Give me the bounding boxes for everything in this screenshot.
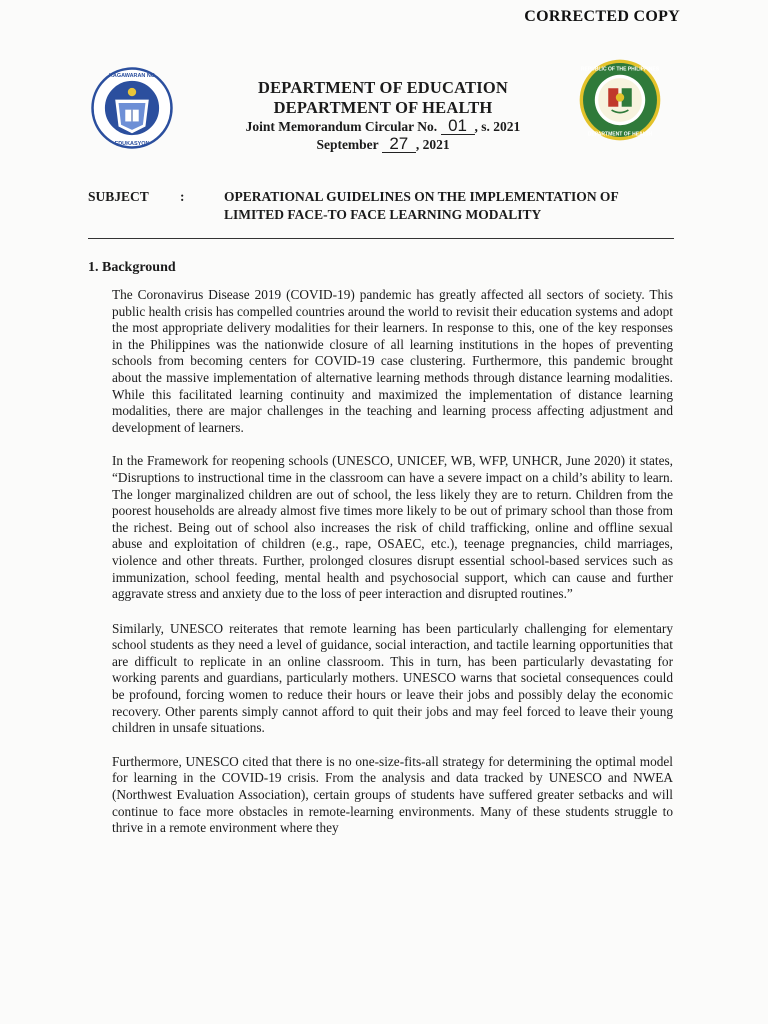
paragraph: Similarly, UNESCO reiterates that remote learning has been particularly challenging for elementary school students as they need a level of guidance, social interaction, and tactile learning opportunities that are difficult to replicate in an online classroom. This in turn, has been particularly devastating for working parents and guardians, particularly mothers. UNESCO warns that societal consequences could be profound, forcing women to reduce their hours or leave their jobs and possibly delay the economic recovery. Other parents simply cannot afford to quit their jobs and may feel forced to leave their young children in unsafe situations.	[112, 620, 673, 736]
paragraph: Furthermore, UNESCO cited that there is no one-size-fits-all strategy for determining the optimal model for learning in the COVID-19 crisis. From the analysis and data tracked by UNESCO and NWEA (Northwest Evaluation Association), certain groups of students have suffered greater setbacks and will continue to face more obstacles in remote-learning environments. Many of these students struggle to thrive in a remote environment where they	[112, 753, 673, 836]
memo-header	[200, 78, 566, 154]
paragraph: The Coronavirus Disease 2019 (COVID-19) pandemic has greatly affected all sectors of society. This public health crisis has compelled countries around the world to revisit their education systems and adopt the most appropriate delivery modalities for their learners. In response to this, one of the key responses in the Philippines was the nationwide closure of all learning institutions in the hopes of preventing schools from becoming centers for COVID-19 case clustering. Furthermore, this pandemic brought about the massive implementation of alternative learning methods through distance learning modalities. While this facilitated learning continuity and maximized the implementation of distance learning modalities, there are major challenges in the teaching and learning process affecting adjustment and development of learners.	[112, 287, 673, 435]
corrected-copy-stamp: CORRECTED COPY	[524, 8, 680, 25]
memo-date-line	[200, 136, 566, 154]
date-day: 27	[382, 136, 416, 153]
department-of-education-heading: DEPARTMENT OF EDUCATION	[257, 78, 508, 97]
subject-text: OPERATIONAL GUIDELINES ON THE IMPLEMENTATION OF LIMITED FACE-TO FACE LEARNING MODALITY	[224, 189, 619, 222]
deped-seal-logo	[90, 66, 174, 150]
subject-label: SUBJECT	[88, 189, 149, 204]
date-month: September	[316, 137, 379, 152]
body-text	[112, 287, 673, 854]
divider-line	[88, 238, 674, 239]
memo-prefix: Joint Memorandum Circular No.	[245, 119, 438, 134]
memo-number-line	[200, 118, 566, 136]
paragraph: In the Framework for reopening schools (UNESCO, UNICEF, WB, WFP, UNHCR, June 2020) it states, “Disruptions to instructional time in the classroom can have a severe impact on a child’s ability to learn. The longer marginalized children are out of school, the less likely they are to return. Children from the poorest households are already almost five times more likely to be out of primary school than those from the richest. Being out of school also increases the risk of child trafficking, online and offline sexual abuse and exploitation of children (e.g., rape, OSAEC, etc.), teenage pregnancies, child marriages, violence and other threats. Further, prolonged closures disrupt essential school-based services such as immunization, school feeding, mental health and psychosocial support, which can cause and further aggravate stress and anxiety due to the loss of peer interaction and disrupted routines.”	[112, 453, 673, 602]
memo-suffix: , s. 2021	[474, 119, 521, 134]
memo-number: 01	[441, 118, 475, 135]
svg-text:KAGAWARAN NG: KAGAWARAN NG	[108, 72, 156, 79]
department-of-health-heading: DEPARTMENT OF HEALTH	[273, 98, 493, 117]
svg-text:DEPARTMENT OF HEALTH: DEPARTMENT OF HEALTH	[587, 131, 653, 138]
subject-colon: :	[180, 189, 185, 204]
svg-text:REPUBLIC OF THE PHILIPPINES: REPUBLIC OF THE PHILIPPINES	[580, 66, 660, 73]
svg-text:EDUKASYON: EDUKASYON	[114, 140, 150, 147]
date-year: , 2021	[415, 137, 450, 152]
doh-seal-logo	[578, 58, 662, 142]
section-title-background: 1. Background	[88, 260, 176, 275]
